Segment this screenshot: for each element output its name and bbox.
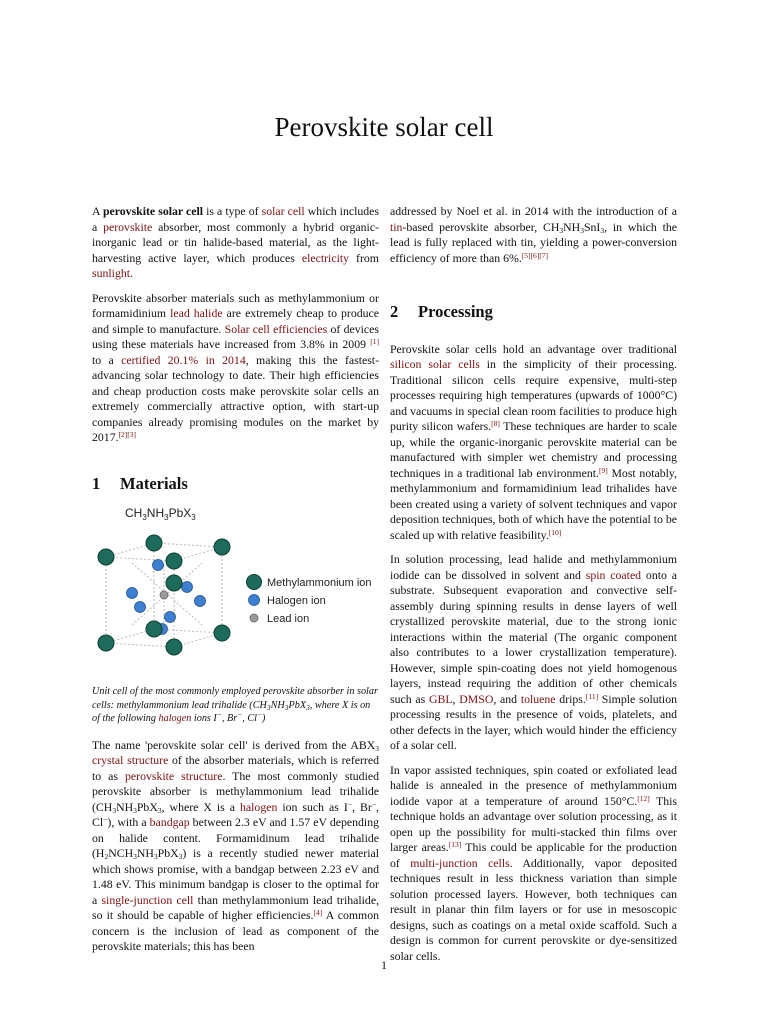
citation[interactable]: [4] — [313, 908, 323, 917]
right-column — [390, 204, 677, 973]
formula-label: $CH_3NH_3PbX_3$ — [125, 506, 196, 522]
legend-lead: Lead ion — [267, 613, 310, 625]
link-silicon-solar-cells[interactable]: silicon solar cells — [390, 357, 480, 371]
link-halogen[interactable]: halogen — [240, 799, 278, 814]
link-lead-halide[interactable]: lead halide — [170, 306, 223, 320]
processing-paragraph-3: In vapor assisted techniques, spin coated or exfoliated lead halide is annealed in the presence of methylammonium iodide vapor at a temperature of around 150°C.[12] This technique holds an advantage over solution processing, as it open up the possibility for multi-stacked thin films over larger areas.[13] This could be applicable for the production of multi-junction cells. Additionally, vapor deposited techniques result in less thickness variation than simple solution processed layers. However, both techniques can result in planar thin film layers or for use in mesoscopic designs, such as coatings on a metal oxide scaffold. Such a design is common for current perovskite or dye-sensitized solar cells. — [390, 762, 678, 963]
link-sunlight[interactable]: sunlight — [92, 266, 131, 280]
section-heading-materials: 1 Materials — [92, 473, 188, 493]
link-dmso[interactable]: DMSO — [459, 691, 494, 706]
citation[interactable]: [2][3] — [118, 430, 137, 439]
processing-paragraph-2: In solution processing, lead halide and methylammonium iodide can be dissolved in solvent and spin coated onto a substrate. Subsequent evaporation and convective self-assembly during spinning results in dense layers of well crystallized perovskite material, due to the strong ionic interactions within the material (The organic component also contributes to a lower crystallization temperature). However, simple spin-coating does not yield homogenous layers, instead requiring the addition of other chemicals such as GBL, DMSO, and toluene drips.[11] Simple solution processing results in the presence of voids, platelets, and other defects in the layer, which would hinder the efficiency of a solar cell. — [390, 552, 677, 752]
figure-caption: Unit cell of the most commonly employed perovskite absorber in solar cells: methylammonium lead trihalide ($CH_3NH_3PbX_3$, where X is on of the following halogen ions I−, Br−, Cl−) — [92, 686, 378, 724]
link-single-junction-cell[interactable]: single-junction cell — [101, 892, 194, 907]
citation[interactable]: [8] — [491, 419, 500, 428]
section-heading-processing: 2 Processing — [390, 302, 493, 321]
unit-cell-figure — [92, 505, 379, 681]
processing-paragraph-1: Perovskite solar cells hold an advantage over traditional silicon solar cells in the simplicity of their processing. Traditional silicon cells require expensive, multi-step processes requiring high temperatures (upwards of 1000°C) and vacuums in special clean room facilities to produce high purity silicon wafers.[8] These techniques are harder to scale up, while the organic-inorganic perovskite material can be manufactured with simpler wet chemistry and processing techniques in a traditional lab environment.[9] Most notably, methylammonium and formamidinium lead trihalides have been created using a variety of solvent techniques and vapor deposition techniques, both of which have the potential to be scaled up with relative feasibility.[10] — [390, 341, 678, 542]
link-gbl[interactable]: GBL — [428, 691, 453, 706]
citation[interactable]: [12] — [637, 793, 650, 803]
legend-methylammonium: Methylammonium ion — [267, 577, 372, 589]
left-column — [92, 204, 379, 964]
link-perovskite[interactable]: perovskite — [103, 219, 153, 234]
link-tin[interactable]: tin — [390, 219, 403, 234]
link-solar-cell[interactable]: solar cell — [261, 204, 305, 218]
link-crystal-structure[interactable]: crystal structure — [92, 753, 169, 767]
citation[interactable]: [5][6][7] — [521, 250, 549, 260]
citation[interactable]: [13] — [448, 840, 462, 849]
citation[interactable]: [1] — [370, 337, 379, 346]
link-perovskite-structure[interactable]: perovskite structure — [125, 768, 223, 783]
link-certified-efficiency[interactable]: certified 20.1% in 2014 — [121, 352, 246, 367]
link-toluene[interactable]: toluene — [520, 691, 556, 706]
lead-ion — [160, 591, 168, 599]
intro-paragraph-1: A perovskite solar cell is a type of solar cell which includes a perovskite absorber, most commonly a hybrid organic-inorganic lead or tin halide-based material, as the light-harvesting active layer, which produces electricity from sunlight. — [92, 204, 379, 280]
link-electricity[interactable]: electricity — [301, 250, 350, 265]
citation[interactable]: [9] — [598, 465, 608, 475]
legend-lead-swatch — [250, 614, 258, 622]
citation[interactable]: [11] — [585, 691, 599, 701]
link-spin-coated[interactable]: spin coated — [585, 567, 642, 582]
materials-paragraph-1: The name 'perovskite solar cell' is derived from the $ABX_3$ crystal structure of the absorber materials, which is referred to as perovskite structure. The most commonly studied perovskite absorber is methylammonium lead trihalide ($CH_3NH_3PbX_3$, where X is a halogen ion such as I−, Br−, Cl−), with a bandgap between 2.3 eV and 1.57 eV depending on halide content. Formamidinum lead trihalide $(H_2NCH_3NH_3PbX_3)$ is a recently studied newer material which shows promise, with a bandgap between 2.23 eV and 1.48 eV. This minimum bandgap is closer to the optimal for a single-junction cell than methylammonium lead trihalide, so it should be capable of higher efficiencies.[4] A common concern is the inclusion of lead as component of the perovskite materials; this has been — [92, 737, 380, 953]
intro-paragraph-2: Perovskite absorber materials such as methylammonium or formamidinium lead halide are extremely cheap to produce and simple to manufacture. Solar cell efficiencies of devices using these materials have increased from 3.8% in 2009 [1] to a certified 20.1% in 2014, making this the fastest-advancing solar technology to date. Their high efficiencies and cheap production costs make perovskite solar cells an extremely commercially attractive option, with start-up companies already promising modules on the market by 2017.[2][3] — [92, 290, 380, 444]
page-title: Perovskite solar cell — [274, 112, 494, 142]
legend-methylammonium-swatch — [247, 575, 262, 590]
unit-cell-diagram — [92, 505, 379, 681]
link-halogen[interactable]: halogen — [158, 713, 192, 724]
legend-halogen-swatch — [249, 595, 260, 606]
link-multi-junction-cells[interactable]: multi-junction cells — [410, 855, 510, 870]
legend — [247, 575, 372, 626]
legend-halogen: Halogen ion — [267, 595, 326, 607]
bold-term: perovskite solar cell — [102, 204, 204, 218]
materials-paragraph-1-continued: addressed by Noel et al. in 2014 with the introduction of a tin-based perovskite absorber, $CH_3NH_3SnI_3$, in which the lead is fully replaced with tin, yielding a power-conversion efficiency of more than 6%.[5][6][7] — [390, 204, 677, 265]
link-solar-cell-efficiencies[interactable]: Solar cell efficiencies — [224, 321, 328, 336]
link-bandgap[interactable]: bandgap — [149, 815, 190, 829]
page-number: 1 — [381, 958, 387, 972]
citation[interactable]: [10] — [548, 527, 562, 537]
